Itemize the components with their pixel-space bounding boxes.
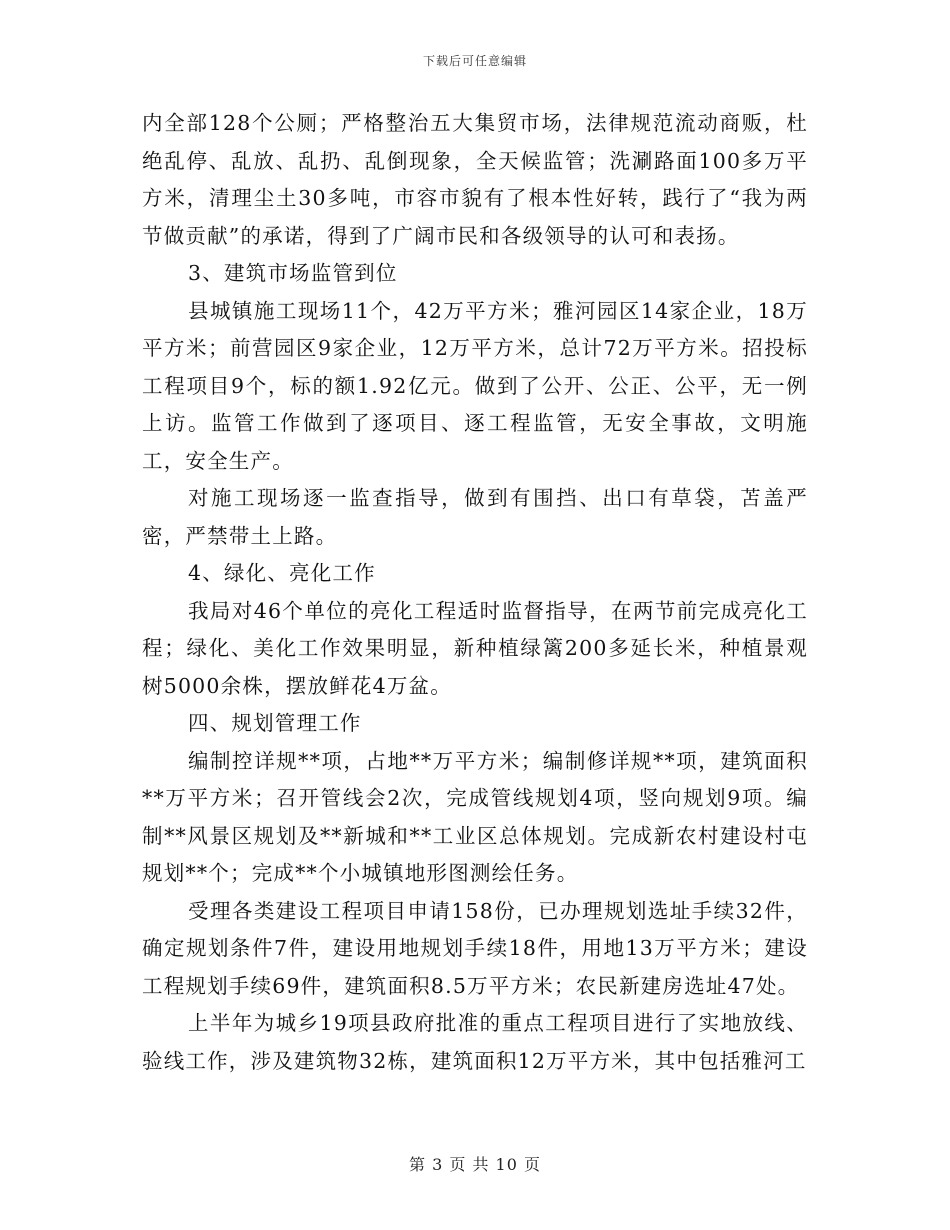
page-number-footer: 第 3 页 共 10 页 [409,1155,541,1174]
paragraph-9: 受理各类建设工程项目申请158份，已办理规划选址手续32件，确定规划条件7件，建设用地规划手续18件，用地13万平方米；建设工程规划手续69件，建筑面积8.5万平方米；农民新建房选址47处。 [142,898,808,998]
section-heading-4: 4、绿化、亮化工作 [188,561,376,585]
paragraph-4: 对施工现场逐一监查指导，做到有围挡、出口有草袋，苫盖严密，严禁带土上路。 [142,486,808,548]
paragraph-6: 我局对46个单位的亮化工程适时监督指导，在两节前完成亮化工程；绿化、美化工作效果明显，新种植绿篱200多延长米，种植景观树5000余株，摆放鲜花4万盆。 [142,598,808,698]
paragraph-3: 县城镇施工现场11个，42万平方米；雅河园区14家企业，18万平方米；前营园区9家企业，12万平方米，总计72万平方米。招投标工程项目9个，标的额1.92亿元。做到了公开、公正、公平，无一例上访。监管工作做到了逐项目、逐工程监管，无安全事故，文明施工，安全生产。 [142,298,808,473]
paragraph-10: 上半年为城乡19项县政府批准的重点工程项目进行了实地放线、验线工作，涉及建筑物32栋，建筑面积12万平方米，其中包括雅河工 [142,1011,808,1073]
page-header: 下载后可任意编辑 [422,54,527,68]
paragraph-8: 编制控详规**项，占地**万平方米；编制修详规**项，建筑面积**万平方米；召开管线会2次，完成管线规划4项，竖向规划9项。编制**风景区规划及**新城和**工业区总体规划。完成新农村建设村屯规划**个；完成**个小城镇地形图测绘任务。 [142,748,808,885]
document-body [142,105,808,1080]
section-heading-planning: 四、规划管理工作 [188,711,362,735]
paragraph-1: 内全部128个公厕；严格整治五大集贸市场，法律规范流动商贩，杜绝乱停、乱放、乱扔、乱倒现象，全天候监管；洗涮路面100多万平方米，清理尘土30多吨，市容市貌有了根本性好转，践行了“我为两节做贡献”的承诺，得到了广阔市民和各级领导的认可和表扬。 [142,111,808,248]
section-heading-3: 3、建筑市场监管到位 [188,261,398,285]
